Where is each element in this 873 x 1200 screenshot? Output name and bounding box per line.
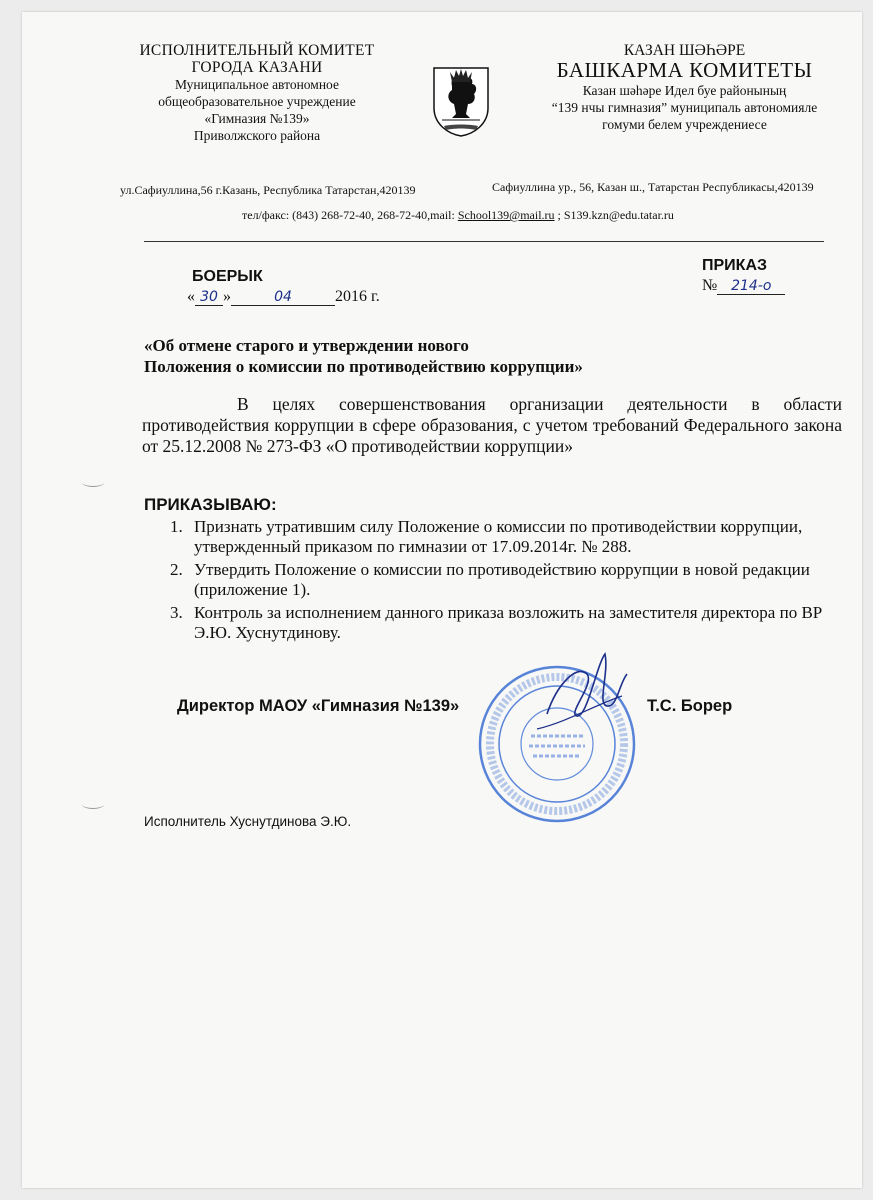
contact-prefix: тел/факс: (843) 268-72-40, 268-72-40,mail: [242,208,458,222]
header-right-line4: “139 нчы гимназия” муниципаль автономияле [551,100,818,115]
address-russian: ул.Сафиуллина,56 г.Казань, Республика Татарстан,420139 [120,183,416,197]
contact-suffix: ; S139.kzn@edu.tatar.ru [554,208,674,222]
contact-line [242,208,674,223]
header-divider [144,241,824,242]
order-item-text: Признать утратившим силу Положение о комиссии по противодействии коррупции, утвержденный приказом по гимназии от 17.09.2014г. № 288. [194,517,803,556]
header-right [507,42,862,133]
order-number [702,277,785,295]
boeryk-label: БОЕРЫК [192,268,263,285]
email-link[interactable]: School139@mail.ru [457,208,555,222]
number-prefix: № [702,277,718,294]
document-page [22,12,862,1188]
order-items [170,517,850,646]
order-item: 2. Утвердить Положение о комиссии по противодействию коррупции в новой редакции (приложение 1). [170,560,810,599]
prikaz-label: ПРИКАЗ [702,257,768,274]
header-right-line2: БАШКАРМА КОМИТЕТЫ [556,58,813,82]
subject-line2: Положения о комиссии по противодействию коррупции» [144,357,583,376]
address-tatar: Сафиуллина ур., 56, Казан ш., Татарстан Республикасы,420139 [492,180,814,194]
header-left-line2: ГОРОДА КАЗАНИ [191,59,323,76]
intro-paragraph [142,394,842,457]
order-item-text: Контроль за исполнением данного приказа возложить на заместителя директора по ВР Э.Ю. Хуснутдинову. [194,603,823,642]
date-open-quote: « [187,288,195,305]
header-left-line6: Приволжского района [193,128,321,143]
signature-position: Директор МАОУ «Гимназия №139» [177,697,460,715]
kazan-emblem-icon [430,64,492,138]
header-right-line5: гомуми белем учреждениесе [602,117,767,132]
date-day: 30 [195,289,223,306]
header-left-line5: «Гимназия №139» [204,111,310,126]
hole-punch-mark [82,478,104,487]
order-item: 3. Контроль за исполнением данного приказа возложить на заместителя директора по ВР Э.Ю. Хуснутдинову. [170,603,823,642]
header-left-line1: ИСПОЛНИТЕЛЬНЫЙ КОМИТЕТ [139,42,375,59]
executor-line: Исполнитель Хуснутдинова Э.Ю. [144,814,352,829]
date-year: 2016 г. [335,288,380,305]
intro-rest: противодействия коррупции в сфере образования, с учетом требований Федерального закона от 25.12.2008 № 273-ФЗ «О противодействии коррупции» [142,415,842,456]
header-left [122,42,392,144]
hole-punch-mark [82,800,104,809]
header-left-line3: Муниципальное автономное [175,77,339,92]
order-item: 1. Признать утратившим силу Положение о комиссии по противодействии коррупции, утвержденный приказом по гимназии от 17.09.2014г. № 288. [170,517,803,556]
order-word: ПРИКАЗЫВАЮ: [144,495,277,514]
header-right-line3: Казан шәһәре Идел буе районының [582,83,787,98]
order-date [187,288,380,306]
header-left-line4: общеобразовательное учреждение [158,94,356,109]
intro-line1: В целях совершенствования организации деятельности в области [237,394,842,414]
signature-name: Т.С. Борер [647,697,733,715]
number-value: 214-о [717,278,785,295]
subject-line1: «Об отмене старого и утверждении нового [144,336,469,355]
date-close-quote: » [223,288,231,305]
order-subject [144,335,583,377]
date-month: 04 [231,289,335,306]
order-item-text: Утвердить Положение о комиссии по противодействию коррупции в новой редакции (приложение 1). [194,560,810,599]
header-right-line1: КАЗАН ШӘҺӘРЕ [623,42,746,59]
handwritten-signature [527,644,637,744]
